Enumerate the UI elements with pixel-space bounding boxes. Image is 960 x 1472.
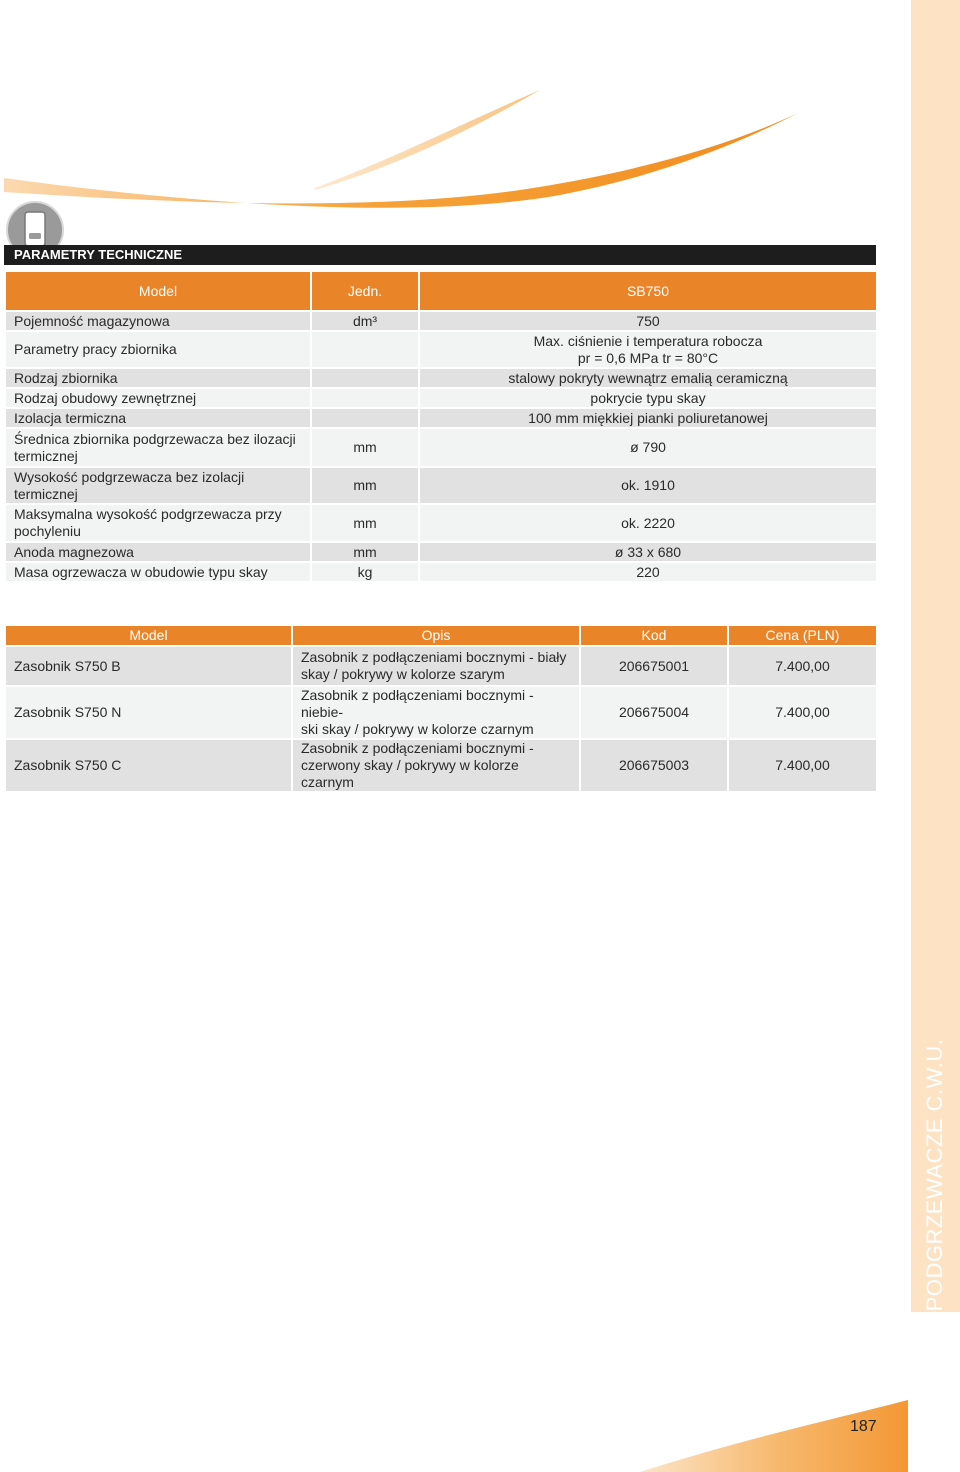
table-row <box>5 311 877 331</box>
product-price: 7.400,00 <box>728 686 877 739</box>
row-label: Pojemność magazynowa <box>5 311 311 331</box>
row-unit: mm <box>311 428 419 467</box>
row-label: Izolacja termiczna <box>5 408 311 428</box>
side-category-label: PODGRZEWACZE C.W.U. <box>922 1038 947 1312</box>
desc-line: czerwony skay / pokrywy w kolorze czarnym <box>301 757 519 790</box>
row-unit <box>311 408 419 428</box>
product-model: Zasobnik S750 N <box>5 686 292 739</box>
top-swoosh-thin <box>315 90 540 190</box>
desc-line: Zasobnik z podłączeniami bocznymi - biały <box>301 649 567 665</box>
row-label: Rodzaj obudowy zewnętrznej <box>5 388 311 408</box>
table-row <box>5 408 877 428</box>
row-unit: kg <box>311 562 419 582</box>
desc-line: ski skay / pokrywy w kolorze czarnym <box>301 721 534 737</box>
pricelist-header-row <box>5 625 877 646</box>
row-value: stalowy pokryty wewnątrz emalią ceramiczną <box>419 368 877 388</box>
product-description <box>292 686 580 739</box>
row-label: Parametry pracy zbiornika <box>5 331 311 368</box>
desc-line: Zasobnik z podłączeniami bocznymi - <box>301 740 534 756</box>
table-row <box>5 739 877 792</box>
table-row <box>5 542 877 562</box>
row-unit: mm <box>311 467 419 504</box>
product-code: 206675003 <box>580 739 728 792</box>
row-value: ok. 2220 <box>419 504 877 542</box>
product-description <box>292 646 580 686</box>
table-row <box>5 331 877 368</box>
table-row <box>5 646 877 686</box>
row-value: 220 <box>419 562 877 582</box>
row-unit <box>311 331 419 368</box>
desc-line: Zasobnik z podłączeniami bocznymi - niebie- <box>301 687 534 720</box>
product-price: 7.400,00 <box>728 739 877 792</box>
row-label: Anoda magnezowa <box>5 542 311 562</box>
table-row <box>5 686 877 739</box>
header-model: Model <box>5 271 311 311</box>
row-value-line: pr = 0,6 MPa tr = 80°C <box>577 349 719 366</box>
section-title: PARAMETRY TECHNICZNE <box>4 245 876 265</box>
row-label: Maksymalna wysokość podgrzewacza przy pochyleniu <box>5 504 311 542</box>
header-description: Opis <box>292 625 580 646</box>
row-unit: dm³ <box>311 311 419 331</box>
table-row <box>5 388 877 408</box>
table-row <box>5 368 877 388</box>
header-value: SB750 <box>419 271 877 311</box>
header-unit: Jedn. <box>311 271 419 311</box>
row-label: Średnica zbiornika podgrzewacza bez ilozacji termicznej <box>5 428 311 467</box>
table-row <box>5 467 877 504</box>
row-value: ø 790 <box>419 428 877 467</box>
header-model: Model <box>5 625 292 646</box>
product-model: Zasobnik S750 B <box>5 646 292 686</box>
row-label: Masa ogrzewacza w obudowie typu skay <box>5 562 311 582</box>
product-model: Zasobnik S750 C <box>5 739 292 792</box>
row-label: Rodzaj zbiornika <box>5 368 311 388</box>
row-value: pokrycie typu skay <box>419 388 877 408</box>
table-row <box>5 562 877 582</box>
product-code: 206675004 <box>580 686 728 739</box>
pricelist-table <box>4 624 878 793</box>
row-unit: mm <box>311 542 419 562</box>
row-unit <box>311 368 419 388</box>
page-number: 187 <box>850 1418 877 1435</box>
product-code: 206675001 <box>580 646 728 686</box>
specs-table <box>4 270 878 583</box>
row-label: Wysokość podgrzewacza bez izolacji termicznej <box>5 467 311 504</box>
bottom-swoosh <box>640 1400 908 1472</box>
desc-line: skay / pokrywy w kolorze szarym <box>301 666 505 682</box>
row-value: 100 mm miękkiej pianki poliuretanowej <box>419 408 877 428</box>
table-row <box>5 428 877 467</box>
row-unit <box>311 388 419 408</box>
row-value: ø 33 x 680 <box>419 542 877 562</box>
table-row <box>5 504 877 542</box>
header-price: Cena (PLN) <box>728 625 877 646</box>
specs-header-row <box>5 271 877 311</box>
row-value-line: Max. ciśnienie i temperatura robocza <box>533 332 763 349</box>
product-description <box>292 739 580 792</box>
row-value: 750 <box>419 311 877 331</box>
product-price: 7.400,00 <box>728 646 877 686</box>
header-code: Kod <box>580 625 728 646</box>
row-value: ok. 1910 <box>419 467 877 504</box>
row-value <box>419 331 877 368</box>
row-unit: mm <box>311 504 419 542</box>
top-swoosh-large <box>4 113 798 208</box>
